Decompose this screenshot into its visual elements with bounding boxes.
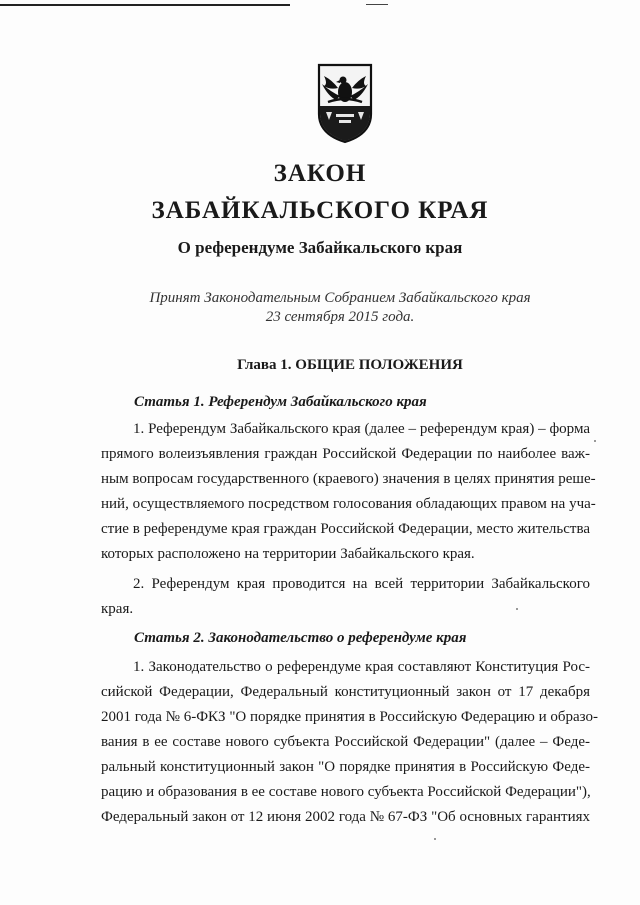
- article-2-text-line: ральный конституционный закон "О порядке принятия в Российскую Феде-: [101, 759, 590, 775]
- scan-speck: [516, 608, 518, 610]
- article-1-text-line: ным вопросам государственного (краевого) значения в целях принятия реше-: [101, 471, 596, 487]
- article-2-text-line: сийской Федерации, Федеральный конституционный закон от 17 декабря: [101, 684, 590, 700]
- article-1-text-line: 2. Референдум края проводится на всей территории Забайкальского: [133, 576, 590, 592]
- top-dash-mark: [366, 4, 388, 5]
- article-1-heading: Статья 1. Референдум Забайкальского края: [134, 394, 427, 410]
- article-1-text-line: 1. Референдум Забайкальского края (далее – референдум края) – форма: [133, 421, 590, 437]
- adoption-note-line-2: 23 сентября 2015 года.: [265, 309, 415, 325]
- law-title-line-1: ЗАКОН: [273, 160, 367, 187]
- adoption-note-line-1: Принят Законодательным Собранием Забайкальского края: [149, 290, 531, 306]
- article-1-text-line: прямого волеизъявления граждан Российской Федерации по наиболее важ-: [101, 446, 590, 462]
- scan-speck: [434, 838, 436, 840]
- article-1-text-line: ний, осуществляемого посредством голосования обладающих правом на уча-: [101, 496, 596, 512]
- top-border-line: [0, 4, 290, 6]
- article-2-text-line: рацию и образования в ее составе нового субъекта Российской Федерации"),: [101, 784, 591, 800]
- article-1-text-line: края.: [101, 601, 134, 617]
- law-title-line-2: ЗАБАЙКАЛЬСКОГО КРАЯ: [151, 197, 489, 224]
- law-subtitle: О референдуме Забайкальского края: [177, 238, 463, 257]
- chapter-heading: Глава 1. ОБЩИЕ ПОЛОЖЕНИЯ: [237, 357, 463, 373]
- article-2-heading: Статья 2. Законодательство о референдуме края: [134, 630, 467, 646]
- article-2-text-line: вания в ее составе нового субъекта Российской Федерации" (далее – Феде-: [101, 734, 590, 750]
- scan-speck: [594, 440, 596, 442]
- article-2-text-line: 2001 года № 6-ФКЗ "О порядке принятия в Российскую Федерацию и образо-: [101, 709, 599, 725]
- coat-of-arms-emblem: [316, 62, 374, 144]
- article-2-text-line: Федеральный закон от 12 июня 2002 года № 67-ФЗ "Об основных гарантиях: [101, 809, 590, 825]
- article-1-text-line: которых расположено на территории Забайкальского края.: [101, 546, 475, 562]
- article-1-text-line: стие в референдуме края граждан Российской Федерации, место жительства: [101, 521, 590, 537]
- article-2-text-line: 1. Законодательство о референдуме края составляют Конституция Рос-: [133, 659, 590, 675]
